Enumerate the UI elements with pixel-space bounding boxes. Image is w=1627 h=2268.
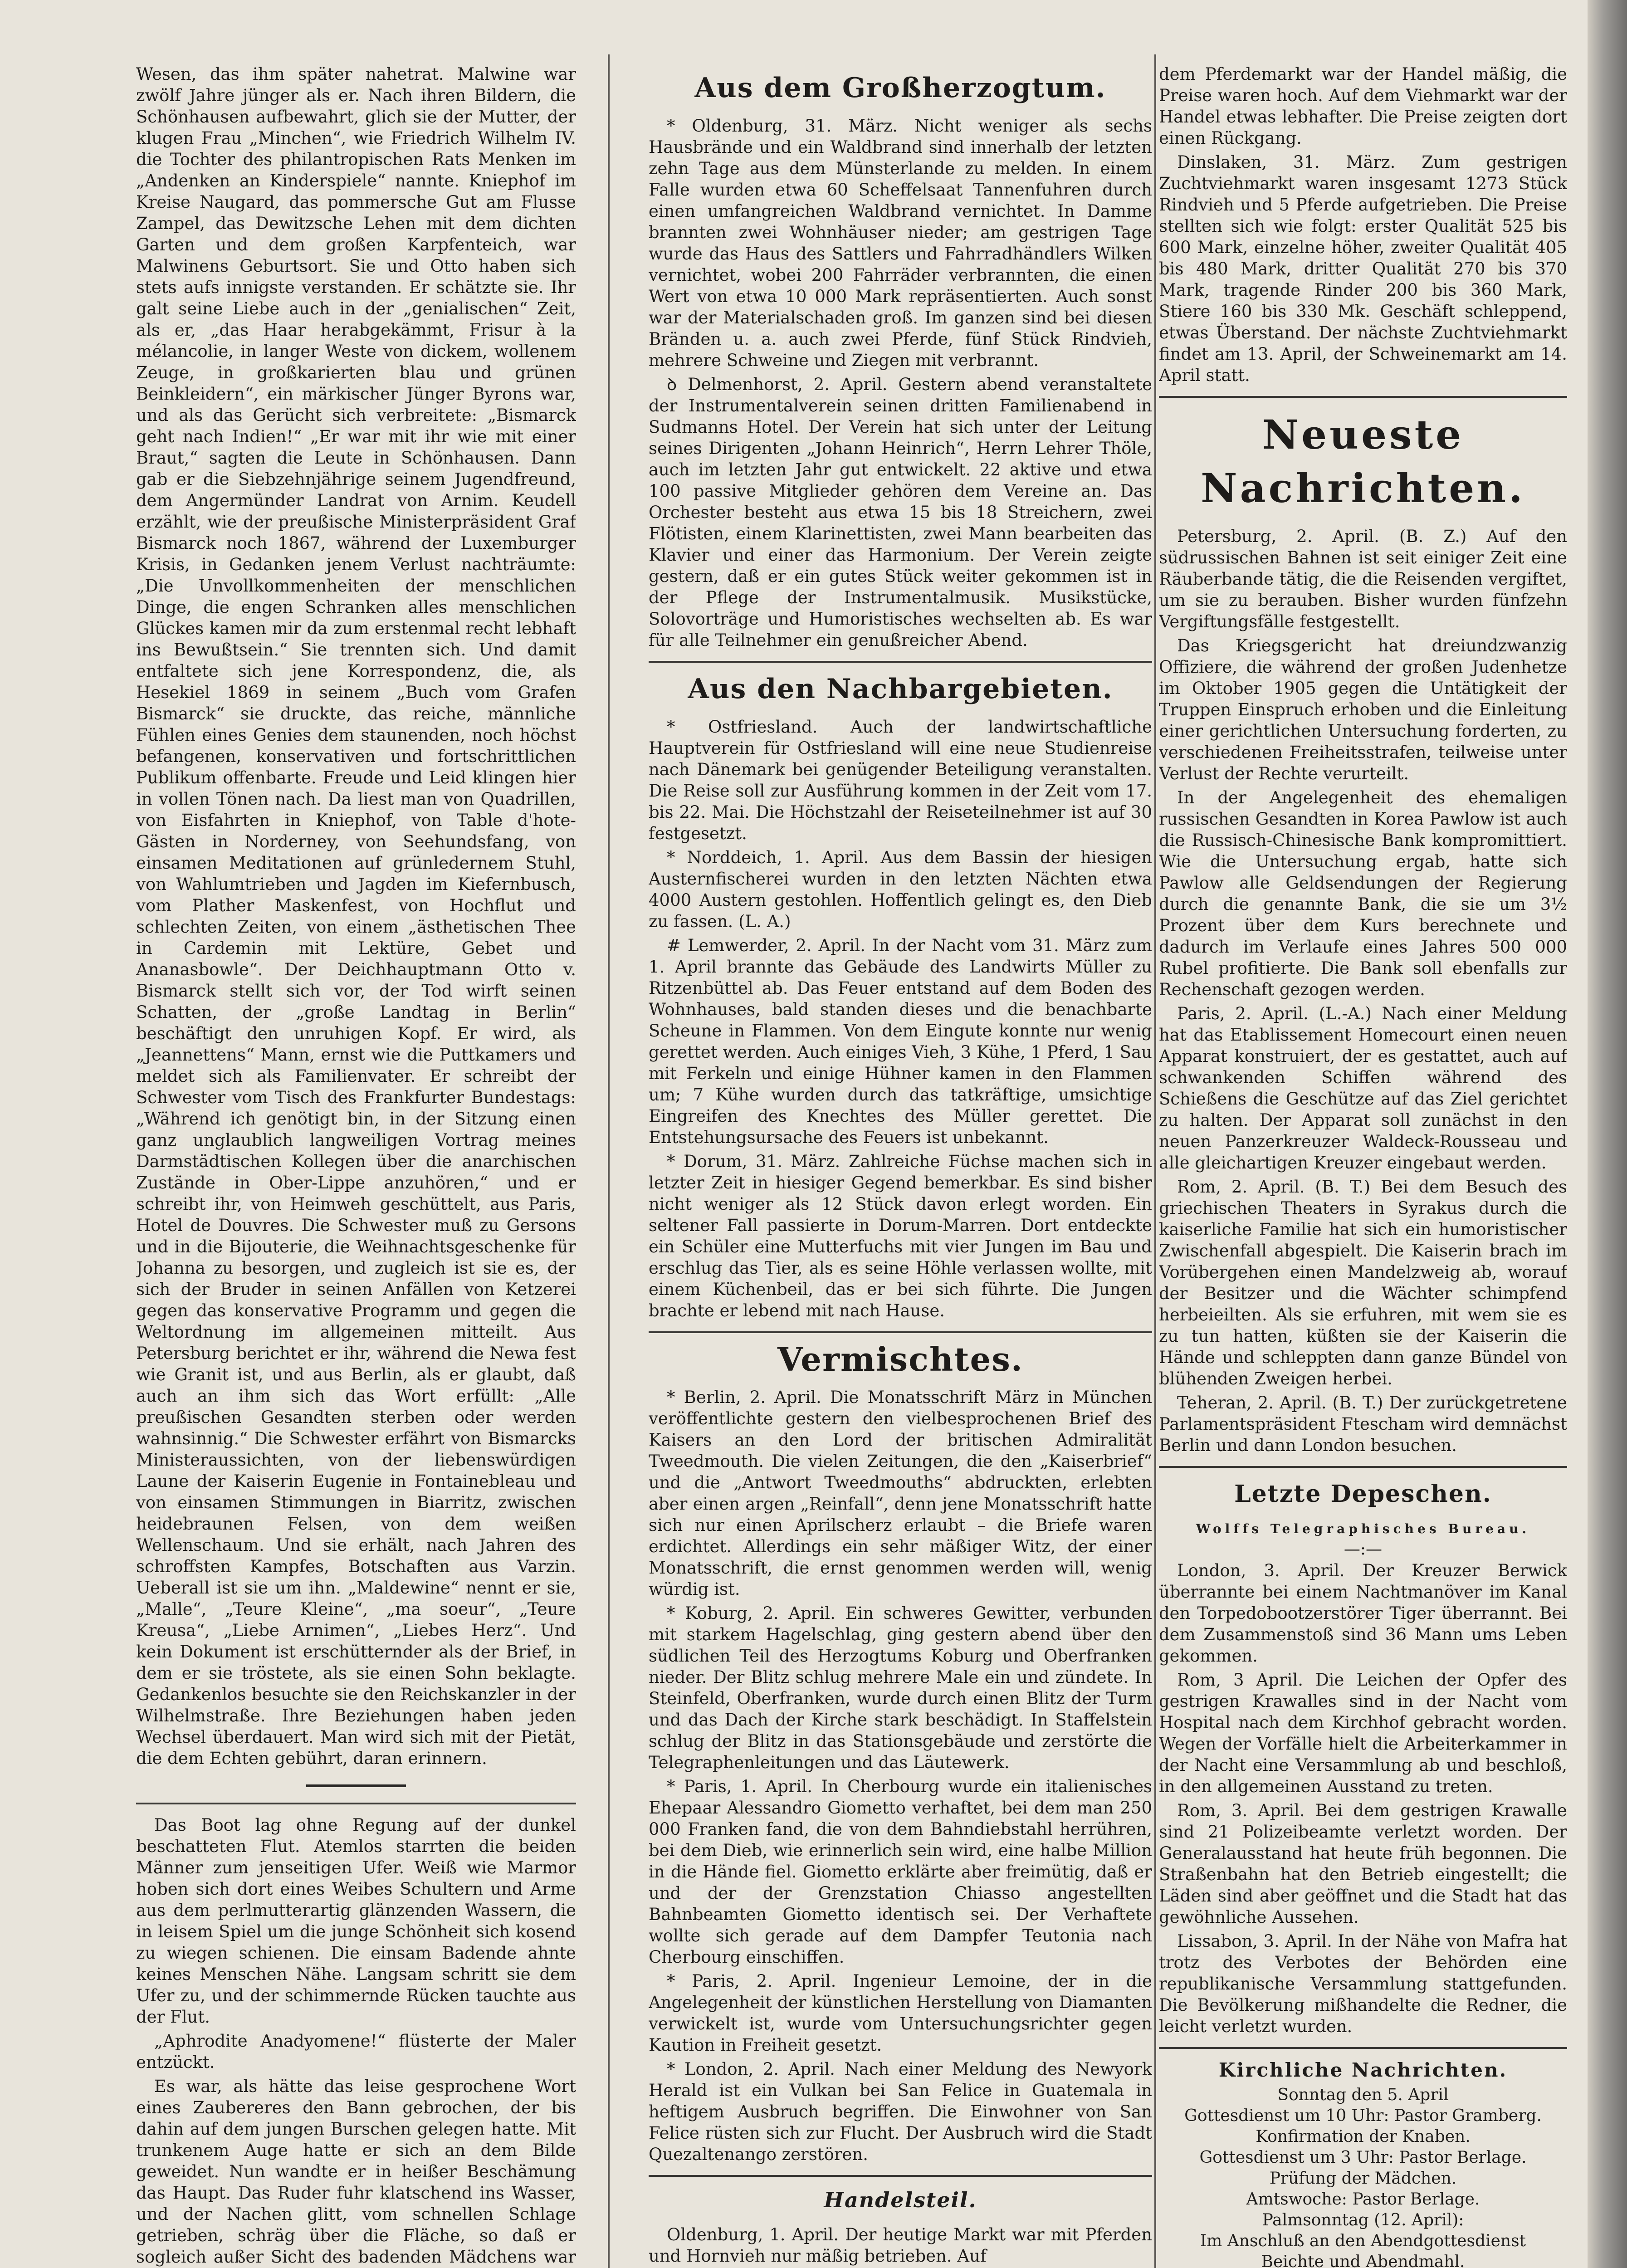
article-paragraph: * Paris, 2. April. Ingenieur Lemoine, der in die Angelegenheit der künstlichen Herstellung von Diamanten verwickelt ist, wurde vom Untersuchungsrichter gegen Kaution in Freiheit gesetzt. xyxy=(649,1971,1152,2055)
feuilleton-story xyxy=(136,64,576,1769)
page-edge-shadow xyxy=(1588,0,1627,2268)
serial-novel xyxy=(136,1814,576,2268)
article-paragraph: * London, 2. April. Nach einer Meldung des Newyork Herald ist ein Vulkan bei San Felice in Guatemala in heftigem Ausbruch begriffen. Die Einwohner von San Felice rüsten sich zur Flucht. Der Ausbruch wird die Stadt Quezaltenango zerstören. xyxy=(649,2059,1152,2164)
dispatch-source: Wolffs Telegraphisches Bureau. xyxy=(1196,1521,1530,1536)
section-grossherzogtum xyxy=(649,115,1152,651)
article-paragraph: * Ostfriesland. Auch der landwirtschaftliche Hauptverein für Ostfriesland will eine neue Studienreise nach Dänemark bei genügender Beteiligung veranstalten. Die Reise soll zur Ausführung kommen in der Zeit vom 17. bis 22. Mai. Die Höchstzahl der Reiseteilnehmer ist auf 30 festgesetzt. xyxy=(649,717,1152,843)
article-paragraph: In der Angelegenheit des ehemaligen russischen Gesandten in Korea Pawlow ist auch die Russisch-Chinesische Bank kompromittiert. Wie die Untersuchung ergab, hatte sich Pawlow alle Geldsendungen der Regierung durch die genannte Bank, die sie um 3½ Prozent über dem Kurs berechnete und dadurch im Verlaufe eines Jahres 500 000 Rubel profitierte. Die Bank soll ebenfalls zur Rechenschaft gezogen werden. xyxy=(1159,788,1567,999)
section-divider xyxy=(1159,1466,1567,1468)
column-1 xyxy=(136,64,576,2268)
column-3 xyxy=(1159,64,1567,2268)
article-paragraph: Das Kriegsgericht hat dreiundzwanzig Offiziere, die während der großen Judenhetze im Oktober 1905 gegen die Untätigkeit der Truppen Einspruch erhoben und die Einleitung einer gerichtlichen Untersuchung forderten, zu verschiedenen Freiheitsstrafen, teilweise unter Verlust der Rechte verurteilt. xyxy=(1159,636,1567,783)
article-paragraph: Dinslaken, 31. März. Zum gestrigen Zuchtviehmarkt waren insgesamt 1273 Stück Rindvieh und 5 Pferde aufgetrieben. Die Preise stellten sich wie folgt: erster Qualität 525 bis 600 Mark, einzelne höher, zweiter Qualität 405 bis 480 Mark, dritter Qualität 270 bis 370 Mark, tragende Rinder 200 bis 360 Mark, Stiere 160 bis 330 Mk. Geschäft schleppend, etwas Überstand. Der nächste Zuchtviehmarkt findet am 13. April, der Schweinemarkt am 14. April statt. xyxy=(1159,152,1567,385)
article-paragraph: Rom, 2. April. (B. T.) Bei dem Besuch des griechischen Theaters in Syrakus durch die kaiserliche Familie hat sich ein humoristischer Zwischenfall abgespielt. Die Kaiserin brach im Vorübergehen einen Mandelzweig ab, worauf der Besitzer und die Wächter schimpfend herbeieilten. Als sie erfuhren, mit wem sie es zu tun hatten, küßten sie der Kaiserin die Hände und schleppten dann ganze Bündel von blühenden Zweigen herbei. xyxy=(1159,1177,1567,1388)
section-divider xyxy=(1159,396,1567,398)
article-paragraph: Es war, als hätte das leise gesprochene Wort eines Zaubereres den Bann gebrochen, der bis dahin auf dem jungen Burschen gelegen hatte. Mit trunkenem Auge hatte er sich an dem Bilde geweidet. Nun wandte er in heißer Beschämung das Haupt. Das Ruder fuhr klatschend ins Wasser, und der Nachen glitt, vom schnellen Schlage getrieben, schräg über die Fläche, so daß er sogleich außer Sicht des badenden Mädchens war xyxy=(136,2077,576,2267)
article-paragraph: Rom, 3. April. Bei dem gestrigen Krawalle sind 21 Polizeibeamte verletzt worden. Der Generalausstand hat heute früh begonnen. Die Straßenbahn hat den Betrieb eingestellt; die Läden sind aber geöffnet und die Stadt hat das gewöhnliche Aussehen. xyxy=(1159,1801,1567,1927)
section-heading: Vermischtes. xyxy=(777,1340,1023,1378)
article-paragraph: Teheran, 2. April. (B. T.) Der zurückgetretene Parlamentspräsident Ftescham wird demnächst Berlin und dann London besuchen. xyxy=(1159,1393,1567,1455)
section-heading: Neueste Nachrichten. xyxy=(1201,411,1525,512)
dispatches xyxy=(1159,1560,1567,2037)
article-paragraph: * Oldenburg, 31. März. Nicht weniger als sechs Hausbrände und ein Waldbrand sind innerhalb der letzten zehn Tage aus dem Münsterlande zu melden. In einem Falle wurden etwa 60 Scheffelsaat Tannenfuhren durch einen umfangreichen Waldbrand vernichtet. In Damme brannten zwei Wohnhäuser nieder; am gestrigen Tage wurde das Haus des Sattlers und Fahrradhändlers Wilken vernichtet, wobei 200 Fahrräder verbrannten, die einen Wert von etwa 10 000 Mark repräsentierten. Auch sonst war der Materialschaden groß. Im ganzen sind bei diesen Bränden u. a. auch zwei Pferde, fünf Stück Rindvieh, mehrere Schweine und Ziegen mit verbrannt. xyxy=(649,116,1152,370)
article-paragraph: * Norddeich, 1. April. Aus dem Bassin der hiesigen Austernfischerei wurden in den letzten Nächten etwa 4000 Austern gestohlen. Hoffentlich gelingt es, den Dieb zu fassen. (L. A.) xyxy=(649,848,1152,931)
church-line: Amtswoche: Pastor Berlage. xyxy=(1246,2190,1480,2209)
latest-news xyxy=(1159,526,1567,1456)
church-line: Gottesdienst um 3 Uhr: Pastor Berlage. xyxy=(1199,2148,1527,2167)
section-divider xyxy=(306,1784,406,1787)
section-handelsteil xyxy=(649,2224,1152,2267)
section-divider xyxy=(649,2175,1152,2177)
article-paragraph: Oldenburg, 1. April. Der heutige Markt war mit Pferden und Hornvieh nur mäßig betrieben. Auf xyxy=(649,2225,1152,2266)
church-lines xyxy=(1159,2085,1567,2268)
section-vermischtes xyxy=(649,1387,1152,2165)
article-paragraph: Paris, 2. April. (L.-A.) Nach einer Meldung hat das Etablissement Homecourt einen neuen Apparat konstruiert, der es gestattet, auch auf schwankenden Schiffen während des Schießens die Geschütze auf das Ziel gerichtet zu halten. Der Apparat soll zunächst in den neuen Panzerkreuzer Waldeck-Rousseau und alle gleichartigen Kreuzer eingebaut werden. xyxy=(1159,1004,1567,1173)
section-heading: Handelsteil. xyxy=(824,2188,977,2212)
column-2 xyxy=(649,64,1152,2268)
article-paragraph: * Berlin, 2. April. Die Monatsschrift März in München veröffentlichte gestern den vielbesprochenen Brief des Kaisers an den Lord der britischen Admiralität Tweedmouth. Die vielen Zeitungen, die den „Kaiserbrief“ und die „Antwort Tweedmouths“ abdruckten, erlebten aber einen argen „Reinfall“, denn jene Monatsschrift hatte sich nur einen Aprilscherz erlaubt – die Briefe waren erdichtet. Allerdings ein sehr mäßiger Witz, der einer Monatsschrift, die ernst genommen werden will, wenig würdig ist. xyxy=(649,1388,1152,1599)
section-divider xyxy=(649,1331,1152,1333)
article-paragraph: Petersburg, 2. April. (B. Z.) Auf den südrussischen Bahnen ist seit einiger Zeit eine Räuberbande tätig, die die Reisenden vergiftet, um sie zu berauben. Bisher wurden fünfzehn Vergiftungsfälle festgestellt. xyxy=(1159,527,1567,631)
market-reports xyxy=(1159,64,1567,386)
section-divider xyxy=(649,661,1152,663)
article-paragraph: London, 3. April. Der Kreuzer Berwick überrannte bei einem Nachtmanöver im Kanal den Torpedobootzerstörer Tiger überrannt. Bei dem Zusammenstoß sind 36 Mann ums Leben gekommen. xyxy=(1159,1561,1567,1666)
church-line: Im Anschluß an den Abendgottesdienst xyxy=(1200,2232,1526,2250)
article-paragraph: ꝺ Delmenhorst, 2. April. Gestern abend veranstaltete der Instrumentalverein seinen dritten Familienabend in Sudmanns Hotel. Der Verein hat sich unter der Leitung seines Dirigenten „Johann Heinrich“, Herrn Lehrer Thöle, auch im letzten Jahr gut entwickelt. 22 aktive und etwa 100 passive Mitglieder gehören dem Vereine an. Das Orchester besteht aus etwa 15 bis 18 Streichern, zwei Flötisten, einem Klarinettisten, zwei Mann bearbeiten das Klavier und einer das Harmonium. Der Verein zeigte gestern, daß er ein gutes Stück weiter gekommen ist in der Pflege der Instrumentalmusik. Musikstücke, Solovorträge und Humoristisches wechselten ab. Es war für alle Teilnehmer ein genußreicher Abend. xyxy=(649,375,1152,650)
article-paragraph: # Lemwerder, 2. April. In der Nacht vom 31. März zum 1. April brannte das Gebäude des Landwirts Müller zu Ritzenbüttel ab. Das Feuer entstand auf dem Boden des Wohnhauses, bald standen dieses und die benachbarte Scheune in Flammen. Von dem Eingute konnte nur wenig gerettet werden. Auch einiges Vieh, 3 Kühe, 1 Pferd, 1 Sau mit Ferkeln und einige Hühner kamen in den Flammen um; 7 Kühe wurden durch das tatkräftige, umsichtige Eingreifen des Knechtes des Müller gerettet. Die Entstehungsursache des Feuers ist unbekannt. xyxy=(649,936,1152,1147)
dispatch-separator: —:— xyxy=(1344,1540,1383,1559)
section-heading: Letzte Depeschen. xyxy=(1234,1480,1492,1508)
article-paragraph: Lissabon, 3. April. In der Nähe von Mafra hat trotz des Verbotes der Behörden eine republikanische Versammlung stattgefunden. Die Bevölkerung mißhandelte die Redner, die leicht verletzt wurden. xyxy=(1159,1931,1567,2036)
church-line: Konfirmation der Knaben. xyxy=(1256,2127,1471,2146)
article-paragraph: * Dorum, 31. März. Zahlreiche Füchse machen sich in letzter Zeit in hiesiger Gegend bemerkbar. Es sind bisher nicht weniger als 12 Stück davon erlegt worden. Ein seltener Fall passierte in Dorum-Marren. Dort entdeckte ein Schüler eine Mutterfuchs mit vier Jungen im Bau und erschlug das Tier, als es seine Höhle verlassen wollte, mit einem Küchenbeil, das er bei sich führte. Die Jungen brachte er lebend mit nach Hause. xyxy=(649,1152,1152,1320)
article-paragraph: Wesen, das ihm später nahetrat. Malwine war zwölf Jahre jünger als er. Nach ihren Bildern, die Schönhausen aufbewahrt, glich sie der Mutter, der klugen Frau „Minchen“, wie Friedrich Wilhelm IV. die Tochter des philantropischen Rats Menken im „Andenken an Kinderspiele“ nannte. Kniephof im Kreise Naugard, das pommersche Gut am Flusse Zampel, das Dewitzsche Lehen mit dem dichten Garten und dem großen Karpfenteich, war Malwinens Geburtsort. Sie und Otto haben sich stets aufs innigste verstanden. Er schätzte sie. Ihr galt seine Liebe auch in der „genialischen“ Zeit, als er, „das Haar herabgekämmt, Frisur à la mélancolie, in langer Weste von dickem, wollenem Zeuge, in großkarierten blau und grünen Beinkleidern“, ein märkischer Jünger Byrons war, und als das Gerücht sich verbreitete: „Bismarck geht nach Indien!“ „Er war mit ihr wie mit einer Braut,“ sagten die Leute in Schönhausen. Dann gab er die Siebzehnjährige seinem Jugendfreund, dem Angermünder Landrat von Arnim. Keudell erzählt, wie der preußische Ministerpräsident Graf Bismarck noch 1867, während der Luxemburger Krisis, in Gedanken jenem Verlust nachträumte: „Die Unvollkommenheiten der menschlichen Dinge, die engen Schranken alles menschlichen Glückes kamen mir da zum erstenmal recht lebhaft ins Bewußtsein.“ Sie trennten sich. Und damit entfaltete sich jene Korrespondenz, die, als Hesekiel 1869 in seinem „Buch vom Grafen Bismarck“ sie druckte, das reiche, männliche Fühlen eines Genies dem staunenden, noch höchst befangenen, konservativen und fortschrittlichen Publikum offenbarte. Freude und Leid klingen hier in vollen Tönen nach. Da liest man von Quadrillen, von Eisfahrten in Kniephof, von Table d'hote-Gästen in Norderney, von Seehundsfang, von einsamen Meditationen auf grünledernem Stuhl, von Wahlumtrieben und Jagden im Kiefernbusch, vom Plather Maskenfest, von Hochflut und schlechten Zeiten, von einem „ästhetischen Thee in Cardemin mit Lektüre, Gebet und Ananasbowle“. Der Deichhauptmann Otto v. Bismarck stellt sich vor, der Tod wirft seinen Schatten, der „große Landtag in Berlin“ beschäftigt den unruhigen Kopf. Er wird, als „Jeannettens“ Mann, ernst wie die Puttkamers und meldet sich als Familienvater. Er schreibt der Schwester vom Tisch des Frankfurter Bundestags: „Während ich genötigt bin, in der Sitzung einen ganz unglaublich langweiligen Vortrag meines Darmstädtischen Kollegen über die anarchischen Zustände in Ober-Lippe anzuhören,“ und er schreibt ihr, von Heimweh geschüttelt, aus Paris, Hotel de Douvres. Die Schwester muß zu Gersons und in die Bijouterie, die Weihnachtsgeschenke für Johanna zu besorgen, und zugleich ist sie es, der sich der Bruder in seinen Anfällen von Ketzerei gegen das konservative Programm und gegen die Weltordnung im allgemeinen mitteilt. Aus Petersburg berichtet er ihr, während die Newa fest wie Granit ist, und aus Berlin, als er glaubt, daß auch an ihm sich das Wort erfüllt: „Alle preußischen Gesandten sterben oder werden wahnsinnig.“ Die Schwester erfährt von Bismarcks Ministeraussichten, von der liebenswürdigen Laune der Kaiserin Eugenie in Fontainebleau und von einsamen Stimmungen in Biarritz, zwischen heidebraunen Felsen, von dem weißen Wellenschaum. Und sie erhält, nach Jahren des schroffsten Kampfes, Botschaften aus Varzin. Ueberall ist sie um ihn. „Maldewine“ nennt er sie, „Malle“, „Teure Kleine“, „ma soeur“, „Teure Kreusa“, „Liebe Arnimen“, „Liebes Herz“. Und kein Dokument ist erschütternder als der Brief, in dem er sie tröstete, als sie einen Sohn beklagte. Gedankenlos besuchte sie den Reichskanzler in der Wilhelmstraße. Ihre Beziehungen haben jeden Wechsel überdauert. Man wird sich mit der Pietät, die dem Echten gebührt, daran erinnern. xyxy=(136,64,576,1768)
article-paragraph: dem Pferdemarkt war der Handel mäßig, die Preise waren hoch. Auf dem Viehmarkt war der Handel etwas lebhafter. Die Preise zeigten dort einen Rückgang. xyxy=(1159,64,1567,148)
section-divider xyxy=(136,1803,576,1804)
article-paragraph: * Koburg, 2. April. Ein schweres Gewitter, verbunden mit starkem Hagelschlag, ging gestern abend über den südlichen Teil des Herzogtums Koburg und Oberfranken nieder. Der Blitz schlug mehrere Male ein und zündete. In Steinfeld, Oberfranken, wurde durch einen Blitz der Turm und das Dach der Kirche stark beschädigt. In Staffelstein schlug der Blitz in das Stationsgebäude und zerstörte die Telegraphenleitungen und das Läutewerk. xyxy=(649,1603,1152,1772)
article-paragraph: „Aphrodite Anadyomene!“ flüsterte der Maler entzückt. xyxy=(136,2031,576,2072)
church-line: Sonntag den 5. April xyxy=(1277,2086,1449,2104)
section-divider xyxy=(1159,2047,1567,2049)
article-paragraph: Rom, 3 April. Die Leichen der Opfer des gestrigen Krawalles sind in der Nacht vom Hospital nach dem Kirchhof gebracht worden. Wegen der Vorfälle hielt die Arbeiterkammer in der Nacht eine Versammlung ab und beschloß, in den allgemeinen Ausstand zu treten. xyxy=(1159,1670,1567,1796)
column-rule xyxy=(1154,54,1156,2268)
article-paragraph: Das Boot lag ohne Regung auf der dunkel beschatteten Flut. Atemlos starrten die beiden Männer zum jenseitigen Ufer. Weiß wie Marmor hoben sich dort eines Weibes Schultern und Arme aus dem perlmutterartig glänzenden Wassern, die in leisem Spiel um die junge Schönheit sich kosend zu wiegen schienen. Die einsam Badende ahnte keines Menschen Nähe. Langsam schritt sie dem Ufer zu, und der schimmernde Rücken tauchte aus der Flut. xyxy=(136,1815,576,2027)
section-nachbargebiete xyxy=(649,716,1152,1321)
church-line: Prüfung der Mädchen. xyxy=(1269,2169,1457,2188)
section-heading: Aus dem Großherzogtum. xyxy=(694,72,1106,104)
church-line: Beichte und Abendmahl. xyxy=(1261,2253,1465,2268)
church-heading: Kirchliche Nachrichten. xyxy=(1218,2059,1508,2081)
article-paragraph: * Paris, 1. April. In Cherbourg wurde ein italienisches Ehepaar Alessandro Giometto verhaftet, bei dem man 250 000 Franken fand, die von dem Bahndiebstahl herrühren, bei dem Dieb, wie erinnerlich sein wird, eine halbe Million in die Hände fiel. Giometto erklärte aber freimütig, daß er und der der Grenzstation Chiasso angestellten Bahnbeamten Giometto identisch sei. Der Verhaftete wollte sich gerade auf dem Dampfer Teutonia nach Cherbourg einschiffen. xyxy=(649,1777,1152,1967)
church-notices xyxy=(1159,2059,1567,2268)
section-heading: Aus den Nachbargebieten. xyxy=(688,673,1113,705)
column-rule xyxy=(608,54,610,2268)
church-line: Gottesdienst um 10 Uhr: Pastor Gramberg. xyxy=(1184,2107,1542,2125)
church-line: Palmsonntag (12. April): xyxy=(1262,2211,1464,2229)
